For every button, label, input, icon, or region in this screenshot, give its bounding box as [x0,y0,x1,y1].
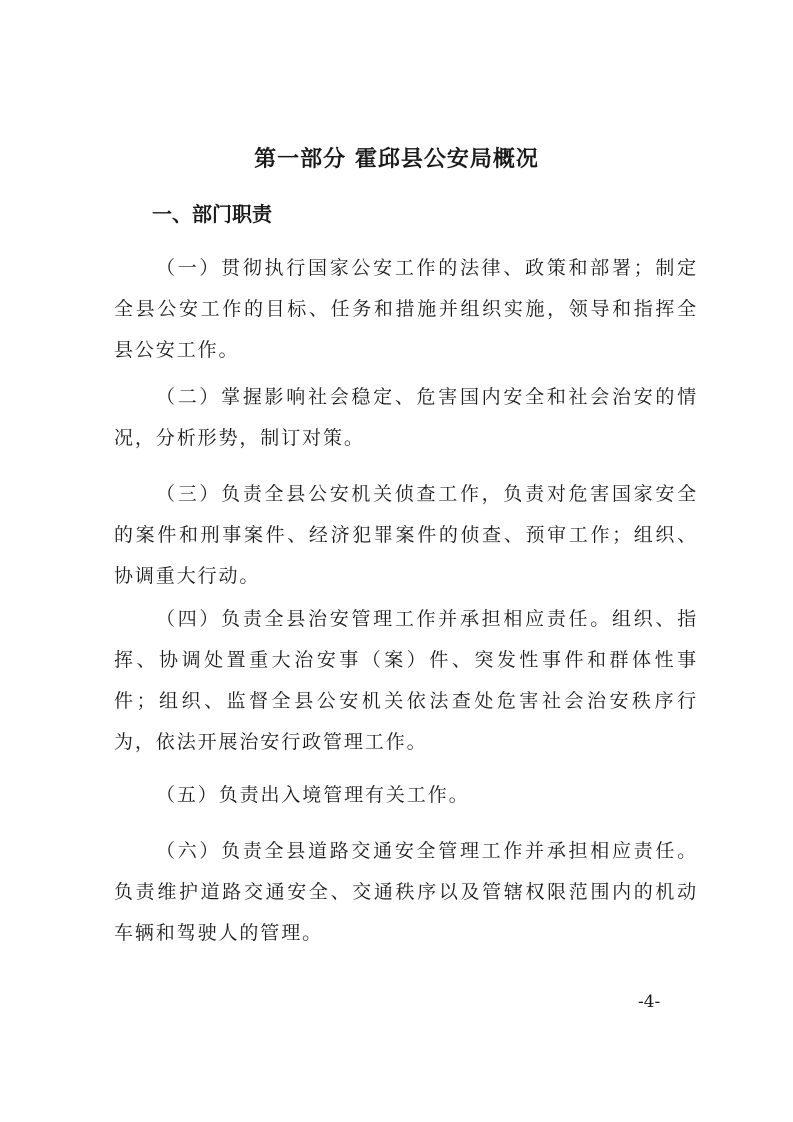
page-title: 第一部分 霍邱县公安局概况 [254,147,539,172]
paragraph-duty-3: （三）负责全县公安机关侦查工作，负责对危害国家安全的案件和刑事案件、经济犯罪案件的侦查、预审工作；组织、协调重大行动。 [114,483,698,587]
paragraph-duty-2: （二）掌握影响社会稳定、危害国内安全和社会治安的情况，分析形势，制订对策。 [114,386,698,449]
paragraph-duty-4: （四）负责全县治安管理工作并承担相应责任。组织、指挥、协调处置重大治安事（案）件、突发性事件和群体性事件；组织、监督全县公安机关依法查处危害社会治安秩序行为，依法开展治安行政管理工作。 [114,608,698,753]
paragraph-duty-6: （六）负责全县道路交通安全管理工作并承担相应责任。负责维护道路交通安全、交通秩序以及管辖权限范围内的机动车辆和驾驶人的管理。 [114,840,698,944]
section-heading: 一、部门职责 [152,202,272,226]
page-number: -4- [638,992,661,1012]
paragraph-duty-1: （一）贯彻执行国家公安工作的法律、政策和部署；制定全县公安工作的目标、任务和措施并组织实施，领导和指挥全县公安工作。 [114,257,698,361]
paragraph-duty-5: （五）负责出入境管理有关工作。 [156,784,470,806]
